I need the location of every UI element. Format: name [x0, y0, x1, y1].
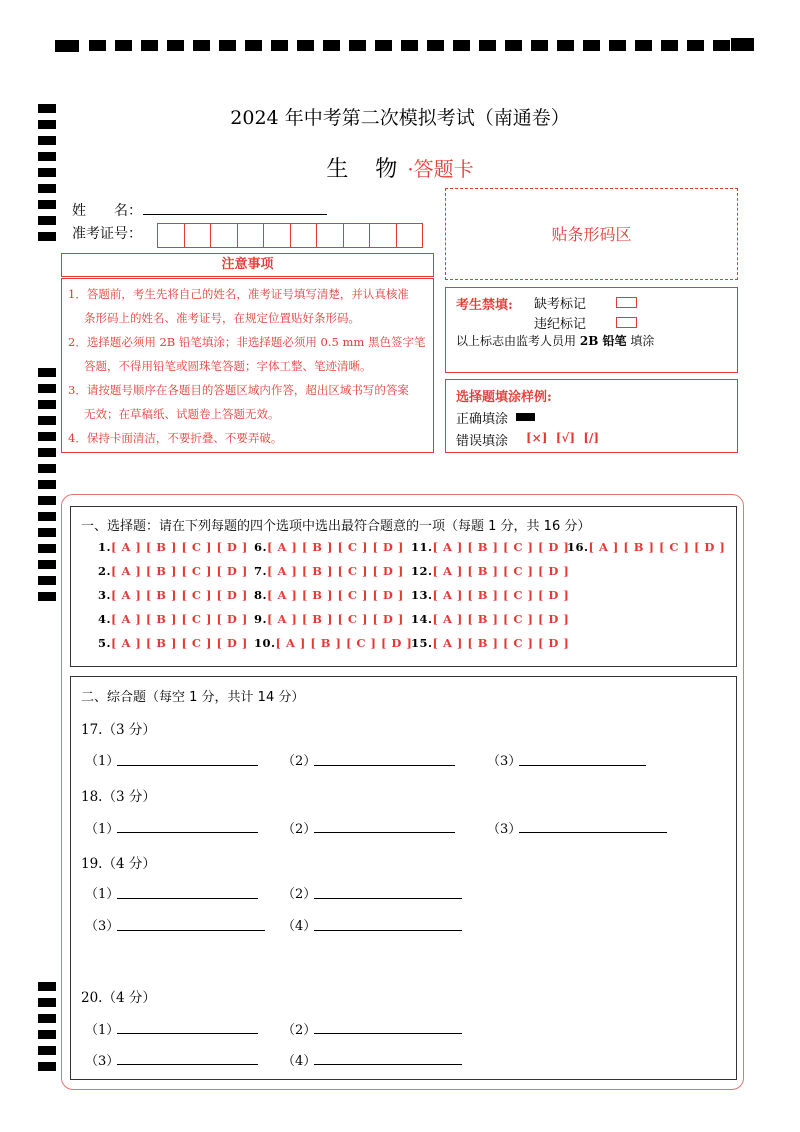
- question-20-label: 20.（4 分）: [81, 990, 156, 1006]
- q20-blank-2-label: （2）: [282, 1023, 317, 1038]
- subject-name: 生 物: [326, 157, 408, 182]
- notice-box: [61, 278, 434, 453]
- q17-blank-2-label: （2）: [282, 754, 317, 769]
- choice-q6[interactable]: 6.[ A ] [ B ] [ C ] [ D ]: [254, 540, 404, 554]
- notice-line: 无效；在草稿纸、试题卷上答题无效。: [84, 407, 280, 421]
- choice-q3[interactable]: 3.[ A ] [ B ] [ C ] [ D ]: [98, 588, 248, 602]
- q18-blank-3-label: （3）: [487, 822, 522, 837]
- notice-title: 注意事项: [221, 257, 274, 272]
- violation-mark-label: 违纪标记: [534, 317, 587, 332]
- choice-section: [70, 506, 737, 667]
- question-17-label: 17.（3 分）: [81, 722, 156, 738]
- q18-blank-2-label: （2）: [282, 822, 317, 837]
- barcode-area: [445, 188, 738, 280]
- q18-blank-2[interactable]: [314, 832, 455, 833]
- proctor-note-tail: 填涂: [630, 334, 655, 348]
- q17-blank-2[interactable]: [314, 765, 455, 766]
- comprehensive-section: [70, 676, 737, 1080]
- proctor-only-box: [445, 287, 738, 373]
- q20-blank-4-label: （4）: [282, 1054, 317, 1069]
- absent-mark-box[interactable]: [616, 297, 637, 308]
- notice-line: 2．选择题必须用 2B 铅笔填涂；非选择题必须用 0.5 mm 黑色签字笔: [68, 335, 426, 349]
- ticket-number-label: 准考证号：: [72, 226, 142, 242]
- violation-mark-box[interactable]: [616, 317, 637, 328]
- barcode-label: 贴条形码区: [551, 225, 632, 244]
- wrong-fill-label: 错误填涂: [456, 434, 509, 449]
- proctor-only-title: 考生禁填:: [456, 298, 513, 313]
- choice-q5[interactable]: 5.[ A ] [ B ] [ C ] [ D ]: [98, 636, 248, 650]
- answer-card-label: ·答题卡: [407, 157, 474, 181]
- q20-blank-1-label: （1）: [85, 1023, 120, 1038]
- choice-q10[interactable]: 10.[ A ] [ B ] [ C ] [ D ]: [254, 636, 413, 650]
- notice-line: 3．请按题号顺序在各题目的答题区域内作答，超出区域书写的答案: [68, 383, 409, 397]
- notice-line: 1．答题前，考生先将自己的姓名，准考证号填写清楚，并认真核准: [68, 287, 409, 301]
- proctor-note-text: 以上标志由监考人员用: [456, 334, 577, 348]
- notice-line: 4．保持卡面清洁，不要折叠、不要弄破。: [68, 431, 283, 445]
- correct-fill-label: 正确填涂: [456, 412, 509, 427]
- q19-blank-1[interactable]: [117, 898, 258, 899]
- choice-q1[interactable]: 1.[ A ] [ B ] [ C ] [ D ]: [98, 540, 248, 554]
- q20-blank-2[interactable]: [314, 1033, 462, 1034]
- choice-q7[interactable]: 7.[ A ] [ B ] [ C ] [ D ]: [254, 564, 404, 578]
- ticket-number-grid[interactable]: [157, 223, 423, 248]
- q19-blank-4-label: （4）: [282, 919, 317, 934]
- choice-q2[interactable]: 2.[ A ] [ B ] [ C ] [ D ]: [98, 564, 248, 578]
- q17-blank-1[interactable]: [117, 765, 258, 766]
- name-field[interactable]: [143, 214, 327, 215]
- q20-blank-1[interactable]: [117, 1033, 258, 1034]
- q18-blank-1-label: （1）: [85, 822, 120, 837]
- name-label: 姓 名：: [72, 203, 142, 219]
- notice-title-box: [61, 253, 434, 277]
- fill-sample-box: [445, 379, 738, 453]
- choice-q15[interactable]: 15.[ A ] [ B ] [ C ] [ D ]: [411, 636, 570, 650]
- q19-blank-1-label: （1）: [85, 887, 120, 902]
- q17-blank-1-label: （1）: [85, 754, 120, 769]
- notice-line: 条形码上的姓名、准考证号，在规定位置贴好条形码。: [84, 311, 360, 325]
- notice-line: 答题，不得用铅笔或圆珠笔答题；字体工整、笔迹清晰。: [84, 359, 372, 373]
- q20-blank-3-label: （3）: [85, 1054, 120, 1069]
- question-18-label: 18.（3 分）: [81, 789, 156, 805]
- choice-q4[interactable]: 4.[ A ] [ B ] [ C ] [ D ]: [98, 612, 248, 626]
- correct-fill-mark: [516, 413, 535, 421]
- q19-blank-3-label: （3）: [85, 919, 120, 934]
- choice-q8[interactable]: 8.[ A ] [ B ] [ C ] [ D ]: [254, 588, 404, 602]
- q20-blank-4[interactable]: [314, 1064, 462, 1065]
- proctor-note-bold: 2B 铅笔: [579, 334, 627, 348]
- q19-blank-2-label: （2）: [282, 887, 317, 902]
- q18-blank-1[interactable]: [117, 832, 258, 833]
- choice-q13[interactable]: 13.[ A ] [ B ] [ C ] [ D ]: [411, 588, 570, 602]
- choice-q12[interactable]: 12.[ A ] [ B ] [ C ] [ D ]: [411, 564, 570, 578]
- comprehensive-heading: 二、综合题（每空 1 分，共计 14 分）: [81, 690, 305, 705]
- q17-blank-3[interactable]: [519, 765, 646, 766]
- choice-q14[interactable]: 14.[ A ] [ B ] [ C ] [ D ]: [411, 612, 570, 626]
- absent-mark-label: 缺考标记: [534, 297, 587, 312]
- choice-q11[interactable]: 11.[ A ] [ B ] [ C ] [ D ]: [411, 540, 570, 554]
- choice-q9[interactable]: 9.[ A ] [ B ] [ C ] [ D ]: [254, 612, 404, 626]
- subject-heading: [0, 152, 800, 183]
- choice-q16[interactable]: 16.[ A ] [ B ] [ C ] [ D ]: [567, 540, 726, 554]
- choice-heading: 一、选择题：请在下列每题的四个选项中选出最符合题意的一项（每题 1 分，共 16 分）: [81, 519, 591, 534]
- q19-blank-2[interactable]: [314, 898, 462, 899]
- proctor-note: [456, 332, 654, 349]
- q20-blank-3[interactable]: [117, 1064, 258, 1065]
- fill-sample-title: 选择题填涂样例:: [456, 390, 552, 405]
- q19-blank-3[interactable]: [117, 930, 265, 931]
- question-19-label: 19.（4 分）: [81, 856, 156, 872]
- q17-blank-3-label: （3）: [487, 754, 522, 769]
- q19-blank-4[interactable]: [314, 930, 462, 931]
- wrong-fill-marks: [×] [√] [/]: [526, 431, 600, 445]
- q18-blank-3[interactable]: [519, 832, 667, 833]
- exam-title: 2024 年中考第二次模拟考试（南通卷）: [230, 107, 570, 129]
